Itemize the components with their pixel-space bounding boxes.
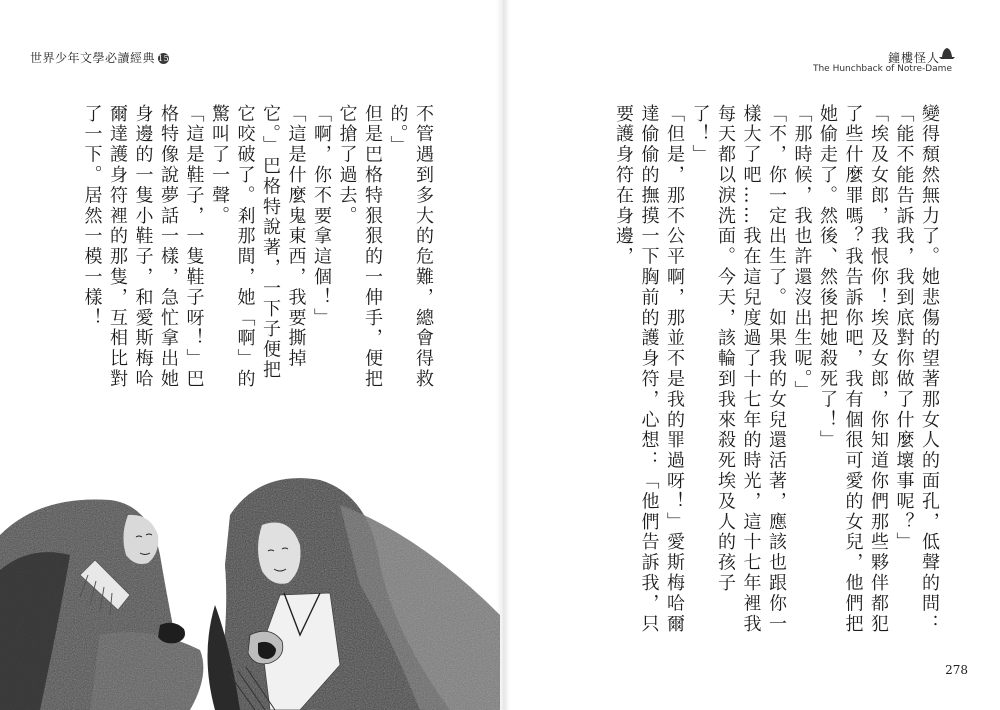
paragraph: 「但是，那不公平啊，那並不是我的罪過呀！」愛斯梅哈爾達偷偷的撫摸一下胸前的護身符，心想：「他們告訴我，只要護身符在身邊，	[613, 104, 685, 635]
book-title: 鐘樓怪人	[887, 51, 940, 65]
paragraph: 「埃及女郎，我恨你！埃及女郎，你知道你們那些夥伴都犯了些什麼罪嗎？我告訴你吧，我有個很可愛的女兒，他們把她偷走了。然後、然後把她殺死了！」	[817, 104, 889, 635]
paragraph: 「這是什麼鬼東西，我要撕掉它。」巴格特說著，一下子便把它咬破了。剎那間，她「啊」的驚叫了一聲。	[209, 104, 307, 390]
series-title-text: 世界少年文學必讀經典	[30, 51, 156, 65]
paragraph: 不管遇到多大的危難，總會得救的。」	[387, 104, 434, 390]
paragraph: 「這是鞋子，一隻鞋子呀！」巴格特像說夢話一樣，急忙拿出她身邊的一隻小鞋子，和愛斯梅哈爾達護身符裡的那隻，互相比對了一下。居然一模一樣！	[81, 104, 205, 390]
paragraph: 「啊，你不要拿這個！」	[311, 104, 332, 329]
right-page-text	[574, 104, 942, 644]
page-number: 278	[945, 663, 968, 677]
left-page-text	[64, 104, 436, 399]
series-title	[30, 49, 169, 66]
book-subtitle: The Hunchback of Notre-Dame	[812, 64, 952, 74]
paragraph: 變得頹然無力了。她悲傷的望著那女人的面孔，低聲的問：「能不能告訴我，我到底對你做了什麼壞事呢？」	[893, 104, 940, 635]
series-badge: 15	[158, 54, 170, 63]
hat-icon	[938, 46, 956, 62]
paragraph: 「那時候，我也許還沒出生呢。」	[791, 104, 813, 401]
paragraph: 「不，你一定出生了。如果我的女兒還活著，應該也跟你一樣大了吧……我在這兒度過了十七年的時光，這十七年裡我每天都以淚洗面。今天，該輪到我來殺死埃及人的孩子了！」	[689, 104, 787, 635]
illustration-two-women	[0, 475, 500, 710]
paragraph: 但是巴格特狠狠的一伸手，便把它搶了過去。	[336, 104, 383, 390]
